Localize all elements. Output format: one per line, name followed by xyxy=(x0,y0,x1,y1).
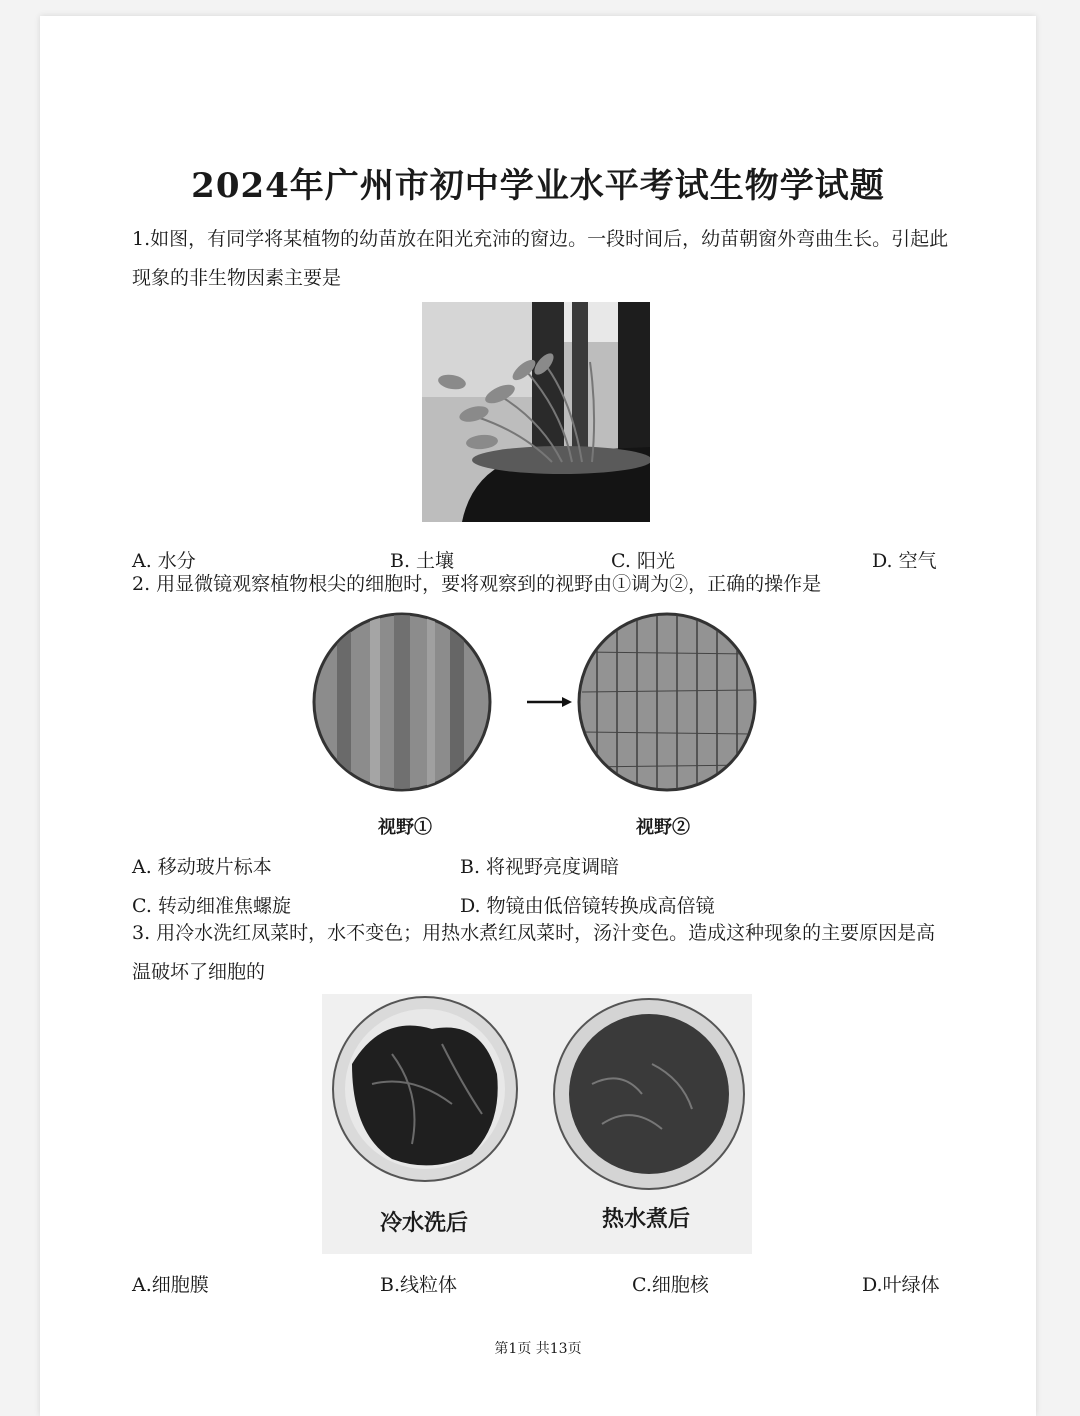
q3-option-d: D.叶绿体 xyxy=(862,1274,940,1296)
q2-option-b: B. 将视野亮度调暗 xyxy=(460,856,620,878)
q1-option-b: B. 土壤 xyxy=(390,550,455,572)
q2-option-c: C. 转动细准焦螺旋 xyxy=(132,895,291,917)
q3-option-c: C.细胞核 xyxy=(632,1274,709,1296)
q1-option-c: C. 阳光 xyxy=(611,550,675,572)
q2-option-d: D. 物镜由低倍镜转换成高倍镜 xyxy=(460,895,715,917)
cold-water-label: 冷水洗后 xyxy=(380,1210,469,1236)
question-2-stem: 2. 用显微镜观察植物根尖的细胞时，要将观察到的视野由①调为②，正确的操作是 xyxy=(132,573,822,595)
q2-option-a: A. 移动玻片标本 xyxy=(132,856,272,878)
seedling-photo xyxy=(422,302,650,522)
q3-option-b: B.线粒体 xyxy=(380,1274,458,1296)
microscope-views-figure xyxy=(312,612,762,822)
page-title: 2024年广州市初中学业水平考试生物学试题 xyxy=(191,166,885,206)
q1-option-d: D. 空气 xyxy=(872,550,937,572)
question-3-stem: 3. 用冷水洗红凤菜时，水不变色；用热水煮红凤菜时，汤汁变色。造成这种现象的主要原因是高温破坏了细胞的 xyxy=(132,922,936,983)
exam-page xyxy=(40,16,1036,1416)
q1-option-a: A. 水分 xyxy=(132,550,196,572)
question-1-stem: 1.如图，有同学将某植物的幼苗放在阳光充沛的窗边。一段时间后，幼苗朝窗外弯曲生长。引起此现象的非生物因素主要是 xyxy=(132,228,949,289)
page-number: 第1页 共13页 xyxy=(494,1341,582,1357)
view-1-label: 视野① xyxy=(378,817,432,838)
view-2-label: 视野② xyxy=(636,817,690,838)
hot-water-label: 热水煮后 xyxy=(602,1206,691,1232)
q3-option-a: A.细胞膜 xyxy=(132,1274,209,1296)
